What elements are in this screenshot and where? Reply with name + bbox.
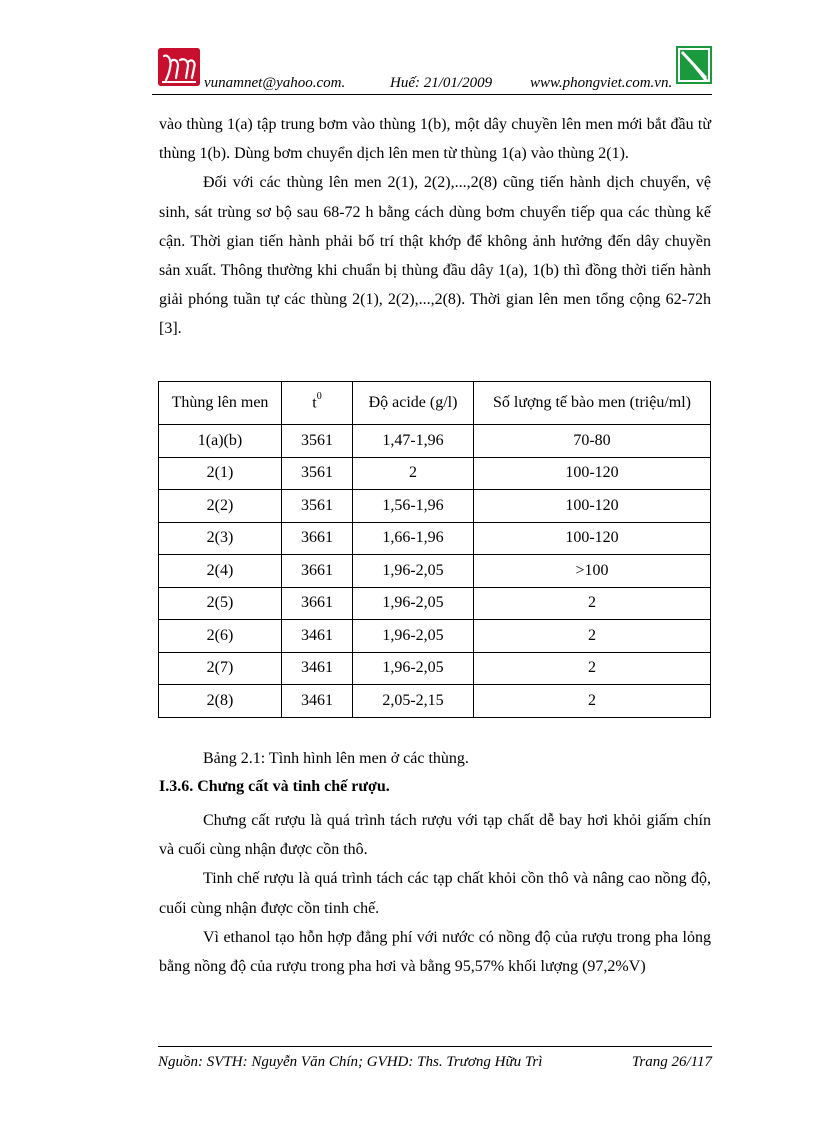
footer-source: Nguồn: SVTH: Nguyễn Văn Chín; GVHD: Ths. Trương Hữu Trì [158,1054,543,1070]
table-row: 1(a)(b) 3561 1,47-1,96 70-80 [159,425,711,458]
header-date: Huế: 21/01/2009 [390,75,493,91]
table-row: 2(3) 3661 1,66-1,96 100-120 [159,522,711,555]
table-row: 2(1) 3561 2 100-120 [159,457,711,490]
paragraph-2: Đối với các thùng lên men 2(1), 2(2),...,2(8) cũng tiến hành dịch chuyển, vệ sinh, sát trùng sơ bộ sau 68-72 h bằng cách dùng bơm chuyển tiếp qua các thùng kế cận. Thời gian tiến hành phải bố trí thật khớp để không ảnh hưởng đến dây chuyền sản xuất. Thông thường khi chuẩn bị thùng đầu dây 1(a), 1(b) thì đồng thời tiến hành giải phóng tuần tự các thùng 2(1), 2(2),...,2(8). Thời gian lên men tổng cộng 62-72h [3]. [159,174,711,338]
vunam-logo-icon [158,48,200,86]
body-text-bottom [159,806,711,981]
paragraph-4: Tinh chế rượu là quá trình tách các tạp chất khỏi cồn thô và nâng cao nồng độ, cuối cùng nhận được cồn tinh chế. [159,870,711,917]
header-divider [152,94,712,95]
paragraph-1: vào thùng 1(a) tập trung bơm vào thùng 1(b), một dây chuyền lên men mới bắt đầu từ thùng 1(b). Dùng bơm chuyển dịch lên men từ thùng 1(a) vào thùng 2(1). [159,116,711,163]
table-row: 2(8) 3461 2,05-2,15 2 [159,685,711,718]
body-text-top [159,110,711,344]
table-row: 2(2) 3561 1,56-1,96 100-120 [159,490,711,523]
paragraph-5: Vì ethanol tạo hỗn hợp đẳng phí với nước có nồng độ của rượu trong pha lỏng bằng nồng độ của rượu trong pha hơi và bằng 95,57% khối lượng (97,2%V) [159,928,711,976]
header-email: vunamnet@yahoo.com. [204,75,346,91]
paragraph-3: Chưng cất rượu là quá trình tách rượu với tạp chất dễ bay hơi khỏi giấm chín và cuối cùng nhận được cồn thô. [159,812,711,859]
table-row: 2(7) 3461 1,96-2,05 2 [159,652,711,685]
table-row: 2(5) 3661 1,96-2,05 2 [159,587,711,620]
header-acidity: Độ acide (g/l) [353,382,474,425]
table-header-row [159,382,711,425]
section-heading: I.3.6. Chưng cất và tinh chế rượu. [159,778,390,795]
table-row: 2(4) 3661 1,96-2,05 >100 [159,555,711,588]
phongviet-logo-icon [676,46,712,84]
table-caption: Bảng 2.1: Tình hình lên men ở các thùng. [203,750,469,767]
fermentation-table [158,381,711,718]
header-website[interactable]: www.phongviet.com.vn. [530,75,673,91]
footer-divider [158,1046,712,1047]
footer-page-number: Trang 26/117 [631,1054,712,1070]
header-tank: Thùng lên men [159,382,282,425]
table-row: 2(6) 3461 1,96-2,05 2 [159,620,711,653]
header-yeast-count: Số lượng tế bào men (triệu/ml) [474,382,711,425]
page-header [152,44,712,96]
header-temperature: $t^0$ [282,382,353,425]
